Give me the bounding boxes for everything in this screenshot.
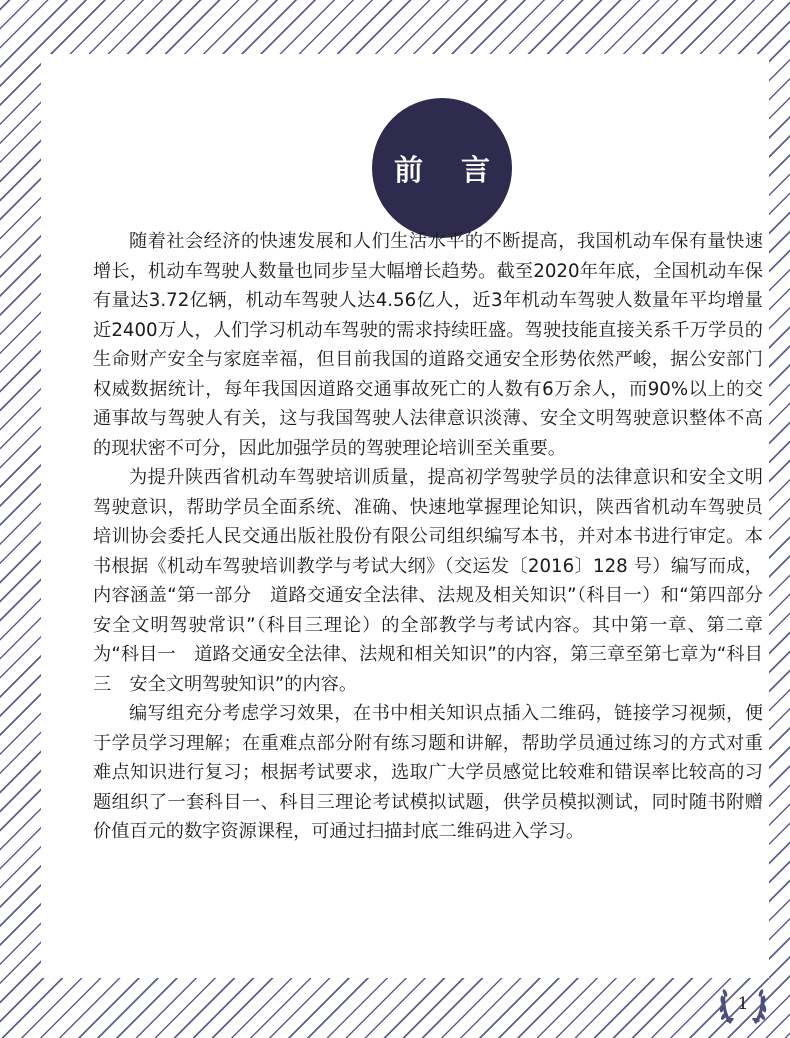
- page-title: 前言: [393, 152, 528, 187]
- paragraph: 编写组充分考虑学习效果，在书中相关知识点插入二维码，链接学习视频，便于学员学习理解；在重难点部分附有练习题和讲解，帮助学员通过练习的方式对重难点知识进行复习；根据考试要求，选取广大学员感觉比较难和错误率比较高的习题组织了一套科目一、科目三理论考试模拟试题，供学员模拟测试，同时随书附赠价值百元的数字资源课程，可通过扫描封底二维码进入学习。: [93, 703, 763, 842]
- content-panel: [41, 54, 782, 978]
- title-badge: [372, 98, 528, 238]
- page-number-area: [716, 980, 770, 1030]
- page-number: 1: [737, 994, 749, 1014]
- paragraph: 随着社会经济的快速发展和人们生活水平的不断提高，我国机动车保有量快速增长，机动车驾驶人数量也同步呈大幅增长趋势。截至2020年年底，全国机动车保有量达3.72亿辆，机动车驾驶人达4.56亿人，近3年机动车驾驶人数量年平均增量近2400万人，人们学习机动车驾驶的需求持续旺盛。驾驶技能直接关系千万学员的生命财产安全与家庭幸福，但目前我国的道路交通安全形势依然严峻，据公安部门权威数据统计，每年我国因道路交通事故死亡的人数有6万余人，而90%以上的交通事故与驾驶人有关，这与我国驾驶人法律意识淡薄、安全文明驾驶意识整体不高的现状密不可分，因此加强学员的驾驶理论培训至关重要。: [93, 231, 763, 459]
- paragraph: 为提升陕西省机动车驾驶培训质量，提高初学驾驶学员的法律意识和安全文明驾驶意识，帮助学员全面系统、准确、快速地掌握理论知识，陕西省机动车驾驶员培训协会委托人民交通出版社股份有限公司组织编写本书，并对本书进行审定。本书根据《机动车驾驶培训教学与考试大纲》（交运发〔2016〕128 号）编写而成，内容涵盖“第一部分 道路交通安全法律、法规及相关知识”（科目一）和“第四部分 安全文明驾驶常识”（科目三理论）的全部教学与考试内容。其中第一章、第二章为“科目一 道路交通安全法律、法规和相关知识”的内容，第三章至第七章为“科目三 安全文明驾驶知识”的内容。: [93, 467, 782, 695]
- preface-body: [93, 227, 782, 847]
